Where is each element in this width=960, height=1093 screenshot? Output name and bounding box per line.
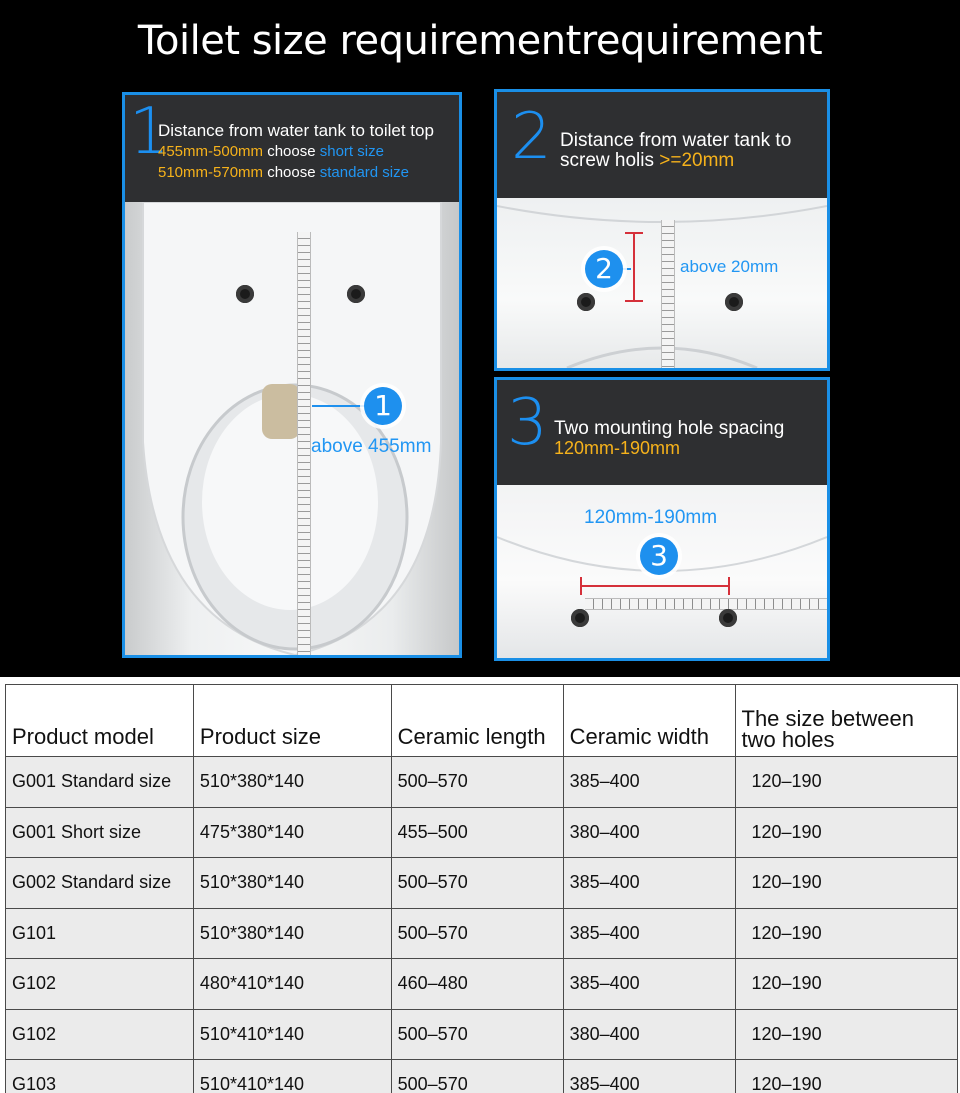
panel-2-heading-1: Distance from water tank to (560, 130, 792, 151)
toilet-photo-screws (497, 198, 827, 368)
header-ceramic-width: Ceramic width (563, 685, 735, 757)
cell-width: 380–400 (563, 1009, 735, 1060)
cell-hole-distance: 120–190 (735, 757, 958, 808)
table-row (6, 858, 958, 909)
table-row (6, 1009, 958, 1060)
marker-1-badge: 1 (364, 387, 402, 425)
header-product-model: Product model (6, 685, 194, 757)
panel-3-caption (497, 380, 827, 485)
toilet-bowl-illustration (125, 202, 459, 655)
mounting-hole-right-icon (725, 293, 743, 311)
cell-hole-distance: 120–190 (735, 908, 958, 959)
above-455mm-label: above 455mm (311, 436, 432, 457)
cell-length: 500–570 (391, 1009, 563, 1060)
header-product-size: Product size (193, 685, 391, 757)
cell-length: 500–570 (391, 1060, 563, 1093)
cell-model: G102 (6, 959, 194, 1010)
measuring-tape-icon (297, 232, 311, 655)
table-row (6, 1060, 958, 1093)
size-spec-table (5, 684, 958, 1093)
marker-3-badge: 3 (640, 537, 678, 575)
cell-hole-distance: 120–190 (735, 1009, 958, 1060)
standard-size-text: standard size (319, 164, 409, 181)
cell-length: 455–500 (391, 807, 563, 858)
spacing-label: 120mm-190mm (584, 507, 718, 528)
cell-length: 500–570 (391, 908, 563, 959)
measuring-tape-icon (661, 220, 675, 368)
cell-size: 510*380*140 (193, 858, 391, 909)
mounting-hole-left-icon (571, 609, 589, 627)
cell-hole-distance: 120–190 (735, 807, 958, 858)
screw-holis-text: screw holis (560, 150, 660, 171)
table-header-row (6, 685, 958, 757)
table-row (6, 807, 958, 858)
choose-text: choose (263, 143, 320, 160)
cell-width: 385–400 (563, 757, 735, 808)
toilet-photo-top (125, 202, 459, 655)
table-row (6, 757, 958, 808)
marker-2-badge: 2 (585, 250, 623, 288)
dimension-cap-top (625, 232, 643, 234)
panel-hole-spacing (494, 377, 830, 661)
panel-2-number: 2 (511, 100, 552, 174)
cell-hole-distance: 120–190 (735, 959, 958, 1010)
panel-1-line-1 (158, 143, 384, 160)
min-distance-text: >=20mm (659, 150, 735, 171)
choose-text: choose (263, 164, 320, 181)
mounting-hole-right-icon (719, 609, 737, 627)
dimension-line (580, 585, 730, 587)
cell-model: G101 (6, 908, 194, 959)
cell-size: 510*380*140 (193, 908, 391, 959)
cell-hole-distance: 120–190 (735, 858, 958, 909)
dimension-cap-right (728, 577, 730, 595)
panel-3-heading-1: Two mounting hole spacing (554, 418, 785, 439)
dimension-cap-bottom (625, 300, 643, 302)
cell-width: 385–400 (563, 1060, 735, 1093)
cell-width: 385–400 (563, 959, 735, 1010)
panel-1-heading: Distance from water tank to toilet top (158, 121, 434, 140)
panel-2-caption (497, 92, 827, 198)
cell-size: 480*410*140 (193, 959, 391, 1010)
cell-width: 380–400 (563, 807, 735, 858)
cell-model: G002 Standard size (6, 858, 194, 909)
short-range-text: 455mm-500mm (158, 143, 264, 160)
cell-size: 510*380*140 (193, 757, 391, 808)
cell-length: 500–570 (391, 858, 563, 909)
panel-tank-to-screw (494, 89, 830, 371)
panel-tank-to-top (122, 92, 462, 658)
measuring-tape-icon (585, 598, 827, 610)
dimension-cap-left (580, 577, 582, 595)
page-title: Toilet size requirementrequirement (137, 18, 823, 64)
panel-1-number: 1 (129, 95, 170, 169)
header-hole-distance: The size between two holes (735, 685, 958, 757)
cell-hole-distance: 120–190 (735, 1060, 958, 1093)
cell-size: 510*410*140 (193, 1009, 391, 1060)
mounting-hole-left-icon (236, 285, 254, 303)
panel-3-number: 3 (507, 386, 548, 460)
cell-model: G103 (6, 1060, 194, 1093)
cell-width: 385–400 (563, 858, 735, 909)
standard-range-text: 510mm-570mm (158, 164, 264, 181)
cell-length: 460–480 (391, 959, 563, 1010)
cell-size: 475*380*140 (193, 807, 391, 858)
table-row (6, 959, 958, 1010)
cell-model: G001 Short size (6, 807, 194, 858)
cell-model: G001 Standard size (6, 757, 194, 808)
dimension-line (633, 232, 635, 302)
panel-1-line-2 (158, 164, 409, 181)
cell-length: 500–570 (391, 757, 563, 808)
table-row (6, 908, 958, 959)
spacing-range-text: 120mm-190mm (554, 438, 681, 458)
short-size-text: short size (319, 143, 384, 160)
mounting-hole-right-icon (347, 285, 365, 303)
mounting-hole-left-icon (577, 293, 595, 311)
header-ceramic-length: Ceramic length (391, 685, 563, 757)
cell-width: 385–400 (563, 908, 735, 959)
panel-1-caption (125, 95, 459, 202)
cell-model: G102 (6, 1009, 194, 1060)
toilet-photo-holes (497, 485, 827, 658)
panel-2-heading-2 (560, 150, 734, 172)
cell-size: 510*410*140 (193, 1060, 391, 1093)
above-20mm-label: above 20mm (680, 257, 779, 276)
